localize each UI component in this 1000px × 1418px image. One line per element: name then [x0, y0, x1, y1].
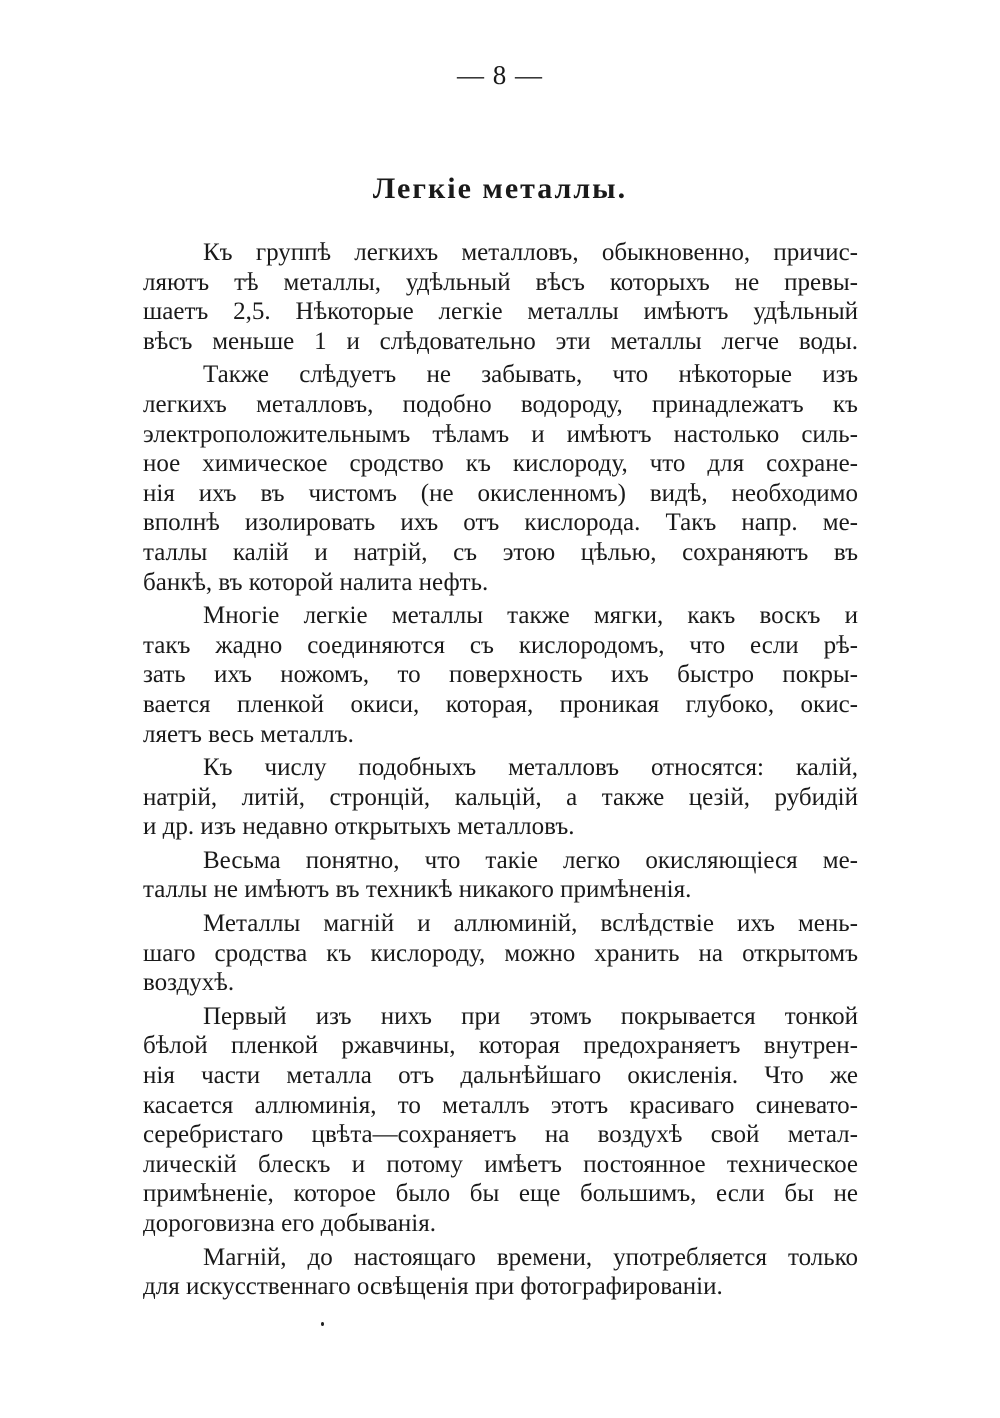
text-line: зать ихъ ножомъ, то поверхность ихъ быстро покры- [143, 661, 858, 689]
text-line: Весьма понятно, что такіе легко окисляющіеся ме- [203, 846, 858, 874]
body-text [143, 238, 858, 1306]
text-line: ляютъ тѣ металлы, удѣльный вѣсъ которыхъ не превы- [143, 268, 858, 296]
text-line: таллы не имѣютъ въ техникѣ никакого примѣненія. [143, 876, 692, 904]
text-line: шаго сродства къ кислороду, можно хранить на открытомъ [143, 939, 858, 967]
text-line: для искусственнаго освѣщенія при фотографированіи. [143, 1273, 723, 1301]
text-line: вполнѣ изолировать ихъ отъ кислорода. Такъ напр. ме- [143, 509, 858, 537]
paragraph-1 [143, 238, 858, 356]
text-line: примѣненіе, которое было бы еще большимъ, если бы не [143, 1180, 858, 1208]
page-number: — 8 — [457, 60, 543, 90]
text-line: воздухѣ. [143, 969, 235, 997]
text-line: нія части металла отъ дальнѣйшаго окисленія. Что же [143, 1062, 858, 1090]
text-line: бѣлой пленкой ржавчины, которая предохраняетъ внутрен- [143, 1032, 858, 1060]
text-line: Къ числу подобныхъ металловъ относятся: калій, [203, 754, 858, 782]
text-line: вается пленкой окиси, которая, проникая глубоко, окис- [143, 690, 858, 718]
text-line: Къ группѣ легкихъ металловъ, обыкновенно, причис- [203, 239, 858, 266]
text-line: вѣсъ меньше 1 и слѣдовательно эти металлы легче воды. [143, 327, 858, 355]
text-line: Магній, до настоящаго времени, употребляется только [203, 1243, 858, 1271]
text-line: дороговизна его добыванія. [143, 1210, 436, 1237]
page-title: Легкіе металлы. [372, 172, 628, 205]
text-line: и др. изъ недавно открытыхъ металловъ. [143, 813, 575, 841]
text-line: Металлы магній и аллюминій, вслѣдствіе ихъ мень- [203, 910, 858, 938]
paragraph-3 [143, 601, 858, 749]
paragraph-5 [143, 846, 858, 905]
text-line: нія ихъ въ чистомъ (не окисленномъ) видѣ, необходимо [143, 479, 858, 507]
text-line: Также слѣдуетъ не забывать, что нѣкоторые изъ [203, 361, 858, 389]
paragraph-7 [143, 1002, 858, 1239]
text-line: Первый изъ нихъ при этомъ покрывается тонкой [203, 1002, 858, 1030]
text-line: ляетъ весь металлъ. [143, 720, 354, 748]
paragraph-6 [143, 909, 858, 998]
paragraph-2 [143, 360, 858, 597]
text-line: Многіе легкіе металлы также мягки, какъ воскъ и [203, 602, 858, 630]
ink-speck [321, 1322, 324, 1326]
text-line: лическій блескъ и потому имѣетъ постоянное техническое [143, 1150, 858, 1178]
text-line: таллы калій и натрій, съ этою цѣлью, сохраняютъ въ [143, 538, 858, 566]
text-line: легкихъ металловъ, подобно водороду, принадлежатъ къ [143, 390, 858, 418]
text-line: касается аллюминія, то металлъ этотъ красиваго синевато- [143, 1091, 858, 1119]
paragraph-4 [143, 753, 858, 842]
text-line: такъ жадно соединяются съ кислородомъ, что если рѣ- [143, 631, 858, 659]
text-line: электроположительнымъ тѣламъ и имѣютъ настолько силь- [143, 420, 858, 448]
text-line: серебристаго цвѣта—сохраняетъ на воздухѣ свой метал- [143, 1121, 858, 1149]
text-line: натрій, литій, стронцій, кальцій, а также цезій, рубидій [143, 783, 858, 811]
text-line: банкѣ, въ которой налита нефть. [143, 568, 489, 596]
text-line: ное химическое сродство къ кислороду, что для сохране- [143, 450, 858, 478]
text-line: шаетъ 2,5. Нѣкоторые легкіе металлы имѣютъ удѣльный [143, 298, 858, 326]
paragraph-8 [143, 1243, 858, 1302]
